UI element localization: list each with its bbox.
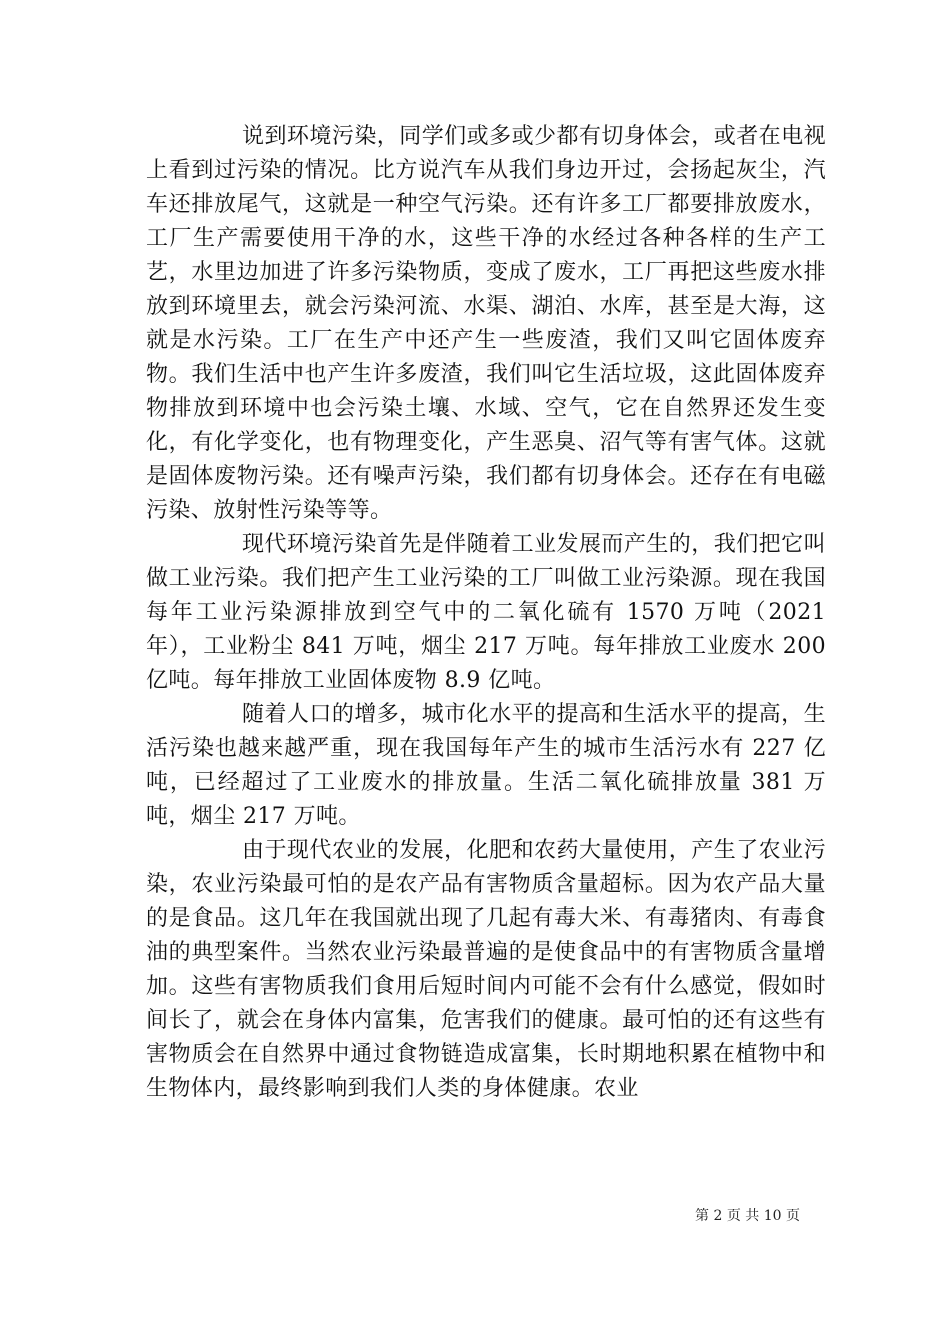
body-text <box>146 120 826 1106</box>
paragraph-domestic-pollution: 随着人口的增多，城市化水平的提高和生活水平的提高，生活污染也越来越严重，现在我国每年产生的城市生活污水有 227 亿吨，已经超过了工业废水的排放量。生活二氧化硫排放量 381 万吨，烟尘 217 万吨。 <box>146 702 826 829</box>
paragraph-industrial-pollution: 现代环境污染首先是伴随着工业发展而产生的，我们把它叫做工业污染。我们把产生工业污染的工厂叫做工业污染源。现在我国每年工业污染源排放到空气中的二氧化硫有 1570 万吨（2021 年），工业粉尘 841 万吨，烟尘 217 万吨。每年排放工业废水 200 亿吨。每年排放工业固体废物 8.9 亿吨。 <box>146 532 826 693</box>
paragraph-pollution-types: 说到环境污染，同学们或多或少都有切身体会，或者在电视上看到过污染的情况。比方说汽车从我们身边开过，会扬起灰尘，汽车还排放尾气，这就是一种空气污染。还有许多工厂都要排放废水，工厂生产需要使用干净的水，这些干净的水经过各种各样的生产工艺，水里边加进了许多污染物质，变成了废水，工厂再把这些废水排放到环境里去，就会污染河流、水渠、湖泊、水库，甚至是大海，这就是水污染。工厂在生产中还产生一些废渣，我们又叫它固体废弃物。我们生活中也产生许多废渣，我们叫它生活垃圾，这此固体废弃物排放到环境中也会污染土壤、水域、空气，它在自然界还发生变化，有化学变化，也有物理变化，产生恶臭、沼气等有害气体。这就是固体废物污染。还有噪声污染，我们都有切身体会。还存在有电磁污染、放射性污染等等。 <box>146 124 826 523</box>
paragraph-agricultural-pollution: 由于现代农业的发展，化肥和农药大量使用，产生了农业污染，农业污染最可怕的是农产品有害物质含量超标。因为农产品大量的是食品。这几年在我国就出现了几起有毒大米、有毒猪肉、有毒食油的典型案件。当然农业污染最普遍的是使食品中的有害物质含量增加。这些有害物质我们食用后短时间内可能不会有什么感觉，假如时间长了，就会在身体内富集，危害我们的健康。最可怕的还有这些有害物质会在自然界中通过食物链造成富集，长时期地积累在植物中和生物体内，最终影响到我们人类的身体健康。农业 <box>146 838 826 1101</box>
page-number-footer: 第 2 页 共 10 页 <box>695 1208 800 1224</box>
